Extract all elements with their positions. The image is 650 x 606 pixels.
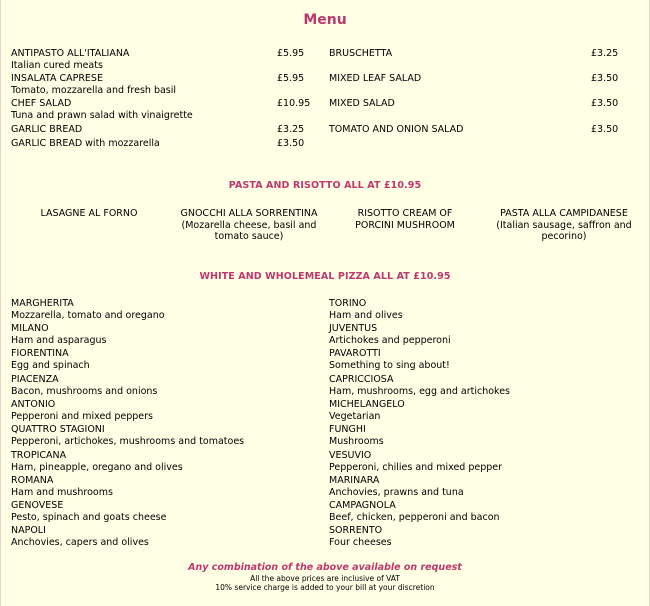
starter-desc: Italian cured meats: [11, 59, 103, 71]
pizza-item: [11, 500, 166, 523]
pizza-name: SORRENTO: [329, 525, 383, 536]
pizza-desc: Four cheeses: [329, 536, 392, 548]
pasta-heading: PASTA AND RISOTTO ALL AT £10.95: [228, 180, 422, 191]
pasta-item: [488, 208, 640, 243]
pizza-desc: Pesto, spinach and goats cheese: [11, 511, 167, 523]
vat-note: All the above prices are inclusive of VAT: [250, 574, 400, 583]
pizza-item: [329, 374, 510, 397]
pizza-name: CAMPAGNOLA: [329, 500, 396, 511]
pizza-name: MICHELANGELO: [329, 399, 405, 410]
pizza-item: [329, 348, 450, 371]
pizza-name: CAPRICCIOSA: [329, 374, 394, 385]
pizza-item: [329, 298, 403, 321]
pasta-desc: (Mozarella cheese, basil and tomato sauce): [181, 219, 317, 242]
starter-name: INSALATA CAPRESE: [11, 73, 103, 84]
starter-price: £3.50: [591, 73, 619, 84]
pasta-name: PASTA ALLA CAMPIDANESE: [500, 208, 628, 219]
pizza-item: [11, 348, 90, 371]
pizza-name: PAVAROTTI: [329, 348, 381, 359]
pizza-desc: Ham, pineapple, oregano and olives: [11, 461, 183, 473]
starter-item: [11, 138, 160, 150]
pizza-desc: Mozzarella, tomato and oregano: [11, 309, 165, 321]
pizza-name: TROPICANA: [11, 450, 67, 461]
pizza-desc: Ham and mushrooms: [11, 486, 113, 498]
pizza-desc: Vegetarian: [329, 410, 381, 422]
pizza-item: [11, 424, 244, 447]
pizza-item: [329, 424, 384, 447]
pizza-name: PIACENZA: [11, 374, 59, 385]
starter-name: ANTIPASTO ALL'ITALIANA: [11, 48, 130, 59]
pasta-item: [14, 208, 164, 220]
pizza-desc: Ham and asparagus: [11, 334, 107, 346]
pizza-name: TORINO: [329, 298, 367, 309]
pizza-item: [11, 323, 106, 346]
pizza-desc: Egg and spinach: [11, 359, 90, 371]
pasta-name: RISOTTO CREAM OF PORCINI MUSHROOM: [355, 208, 455, 231]
pizza-item: [329, 500, 500, 523]
pasta-name: GNOCCHI ALLA SORRENTINA: [180, 208, 318, 219]
pizza-item: [329, 399, 405, 422]
starter-name: CHEF SALAD: [11, 98, 72, 109]
pizza-item: [329, 475, 464, 498]
pizza-item: [329, 323, 451, 346]
pizza-desc: Pepperoni, artichokes, mushrooms and tomatoes: [11, 435, 245, 447]
pizza-item: [11, 374, 157, 397]
pizza-item: [11, 450, 183, 473]
pasta-item: [174, 208, 324, 243]
pizza-item: [11, 399, 153, 422]
pizza-item: [329, 525, 392, 548]
starter-price: £3.50: [591, 124, 619, 135]
pizza-desc: Ham and olives: [329, 309, 403, 321]
pizza-name: QUATTRO STAGIONI: [11, 424, 105, 435]
pasta-desc: (Italian sausage, saffron and pecorino): [496, 219, 632, 242]
starter-name: GARLIC BREAD: [11, 124, 83, 135]
pizza-item: [11, 475, 113, 498]
pasta-item: [345, 208, 465, 231]
pizza-name: ANTONIO: [11, 399, 56, 410]
starter-name: BRUSCHETTA: [329, 48, 393, 59]
starter-price: £10.95: [277, 98, 311, 109]
pasta-name: LASAGNE AL FORNO: [40, 208, 138, 219]
pizza-name: FUNGHI: [329, 424, 366, 435]
starter-price: £3.50: [591, 98, 619, 109]
pizza-name: MILANO: [11, 323, 49, 334]
starter-name: TOMATO AND ONION SALAD: [329, 124, 464, 135]
starter-item: [11, 124, 82, 136]
starter-desc: Tuna and prawn salad with vinaigrette: [11, 109, 193, 121]
service-charge-note: 10% service charge is added to your bill at your discretion: [215, 583, 435, 592]
pizza-item: [11, 298, 165, 321]
starter-item: [11, 98, 193, 121]
pizza-name: FIORENTINA: [11, 348, 69, 359]
starter-item: [11, 48, 129, 71]
pizza-name: VESUVIO: [329, 450, 372, 461]
pizza-desc: Ham, mushrooms, egg and artichokes: [329, 385, 510, 397]
pizza-desc: Artichokes and pepperoni: [329, 334, 451, 346]
starter-item: [11, 73, 176, 96]
pizza-desc: Something to sing about!: [329, 359, 450, 371]
pizza-name: MARINARA: [329, 475, 380, 486]
pizza-desc: Bacon, mushrooms and onions: [11, 385, 158, 397]
pizza-desc: Anchovies, prawns and tuna: [329, 486, 464, 498]
pizza-name: GENOVESE: [11, 500, 64, 511]
pizza-name: ROMANA: [11, 475, 54, 486]
pizza-desc: Mushrooms: [329, 435, 384, 447]
pizza-desc: Pepperoni, chilies and mixed pepper: [329, 461, 503, 473]
pizza-item: [11, 525, 149, 548]
menu-title: Menu: [303, 12, 347, 28]
starter-price: £5.95: [277, 73, 305, 84]
starter-price: £3.50: [277, 138, 305, 149]
starter-desc: Tomato, mozzarella and fresh basil: [11, 84, 177, 96]
starter-name: GARLIC BREAD with mozzarella: [11, 138, 160, 149]
starter-name: MIXED LEAF SALAD: [329, 73, 422, 84]
pizza-name: MARGHERITA: [11, 298, 74, 309]
combination-note: Any combination of the above available on request: [188, 562, 462, 573]
starter-price: £3.25: [591, 48, 619, 59]
pizza-desc: Beef, chicken, pepperoni and bacon: [329, 511, 500, 523]
starter-name: MIXED SALAD: [329, 98, 395, 109]
left-border: [0, 0, 1, 606]
pizza-desc: Anchovies, capers and olives: [11, 536, 149, 548]
starter-price: £3.25: [277, 124, 305, 135]
pizza-heading: WHITE AND WHOLEMEAL PIZZA ALL AT £10.95: [199, 271, 451, 282]
pizza-name: NAPOLI: [11, 525, 46, 536]
starter-price: £5.95: [277, 48, 305, 59]
pizza-desc: Pepperoni and mixed peppers: [11, 410, 153, 422]
pizza-item: [329, 450, 502, 473]
pizza-name: JUVENTUS: [329, 323, 378, 334]
